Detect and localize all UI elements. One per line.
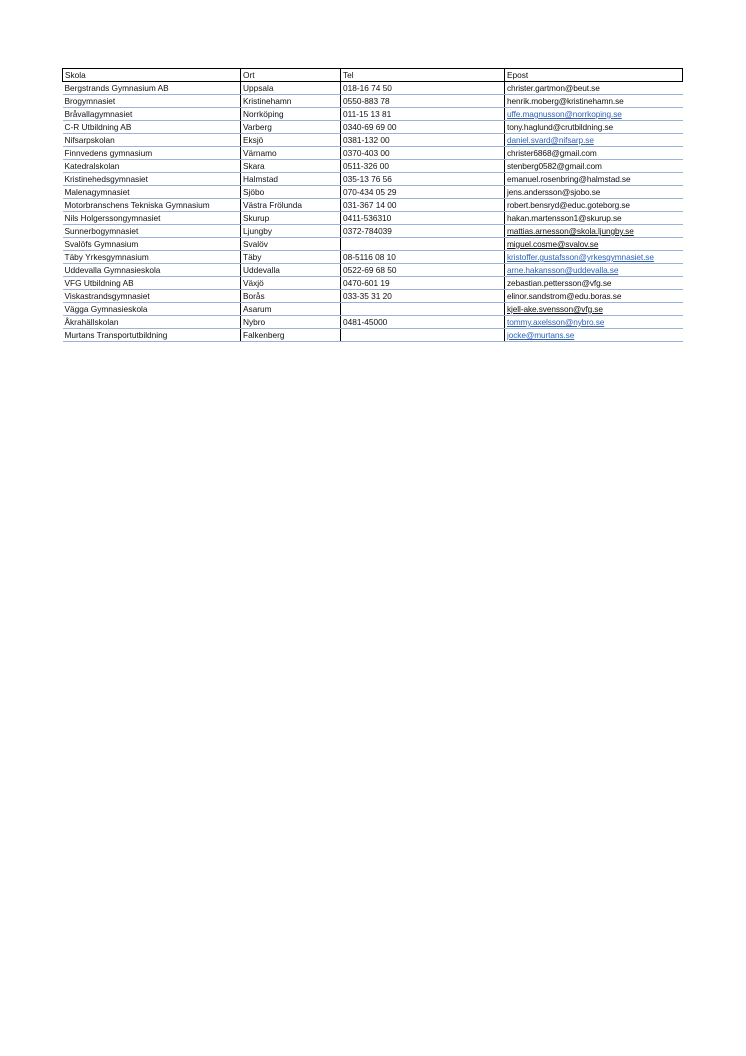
- table-row: [63, 147, 683, 160]
- phone-cell: 0470-601 19: [341, 277, 505, 290]
- school-name-cell: VFG Utbildning AB: [63, 277, 241, 290]
- phone-cell: 018-16 74 50: [341, 82, 505, 95]
- table-row: [63, 173, 683, 186]
- table-row: [63, 108, 683, 121]
- city-cell: Sjöbo: [241, 186, 341, 199]
- city-cell: Eksjö: [241, 134, 341, 147]
- email-cell: kjell-ake.svensson@vfg.se: [505, 303, 683, 316]
- city-cell: Västra Frölunda: [241, 199, 341, 212]
- city-cell: Värnamo: [241, 147, 341, 160]
- table-row: [63, 251, 683, 264]
- school-name-cell: Uddevalla Gymnasieskola: [63, 264, 241, 277]
- email-cell[interactable]: tommy.axelsson@nybro.se: [505, 316, 683, 329]
- city-cell: Skara: [241, 160, 341, 173]
- city-cell: Skurup: [241, 212, 341, 225]
- city-cell: Falkenberg: [241, 329, 341, 342]
- table-row: [63, 316, 683, 329]
- table-row: [63, 134, 683, 147]
- spreadsheet-page: [62, 68, 682, 342]
- table-row: [63, 290, 683, 303]
- table-row: [63, 186, 683, 199]
- email-cell: zebastian.pettersson@vfg.se: [505, 277, 683, 290]
- city-cell: Växjö: [241, 277, 341, 290]
- email-cell: hakan.martensson1@skurup.se: [505, 212, 683, 225]
- email-cell: miguel.cosme@svalov.se: [505, 238, 683, 251]
- school-name-cell: Malenagymnasiet: [63, 186, 241, 199]
- school-name-cell: Täby Yrkesgymnasium: [63, 251, 241, 264]
- phone-cell: [341, 329, 505, 342]
- table-row: [63, 303, 683, 316]
- header-tel: Tel: [341, 69, 505, 82]
- table-row: [63, 121, 683, 134]
- school-name-cell: Svalöfs Gymnasium: [63, 238, 241, 251]
- phone-cell: 0381-132 00: [341, 134, 505, 147]
- phone-cell: 070-434 05 29: [341, 186, 505, 199]
- phone-cell: 0340-69 69 00: [341, 121, 505, 134]
- school-name-cell: Motorbranschens Tekniska Gymnasium: [63, 199, 241, 212]
- phone-cell: 0370-403 00: [341, 147, 505, 160]
- table-row: [63, 264, 683, 277]
- email-cell: mattias.arnesson@skola.ljungby.se: [505, 225, 683, 238]
- phone-cell: 035-13 76 56: [341, 173, 505, 186]
- phone-cell: 011-15 13 81: [341, 108, 505, 121]
- city-cell: Täby: [241, 251, 341, 264]
- email-cell: christer.gartmon@beut.se: [505, 82, 683, 95]
- table-row: [63, 160, 683, 173]
- email-cell: tony.haglund@crutbildning.se: [505, 121, 683, 134]
- phone-cell: 0481-45000: [341, 316, 505, 329]
- header-skola: Skola: [63, 69, 241, 82]
- phone-cell: 033-35 31 20: [341, 290, 505, 303]
- phone-cell: [341, 303, 505, 316]
- email-cell: christer6868@gmail.com: [505, 147, 683, 160]
- city-cell: Uddevalla: [241, 264, 341, 277]
- email-cell[interactable]: arne.hakansson@uddevalla.se: [505, 264, 683, 277]
- table-body: [63, 82, 683, 342]
- phone-cell: [341, 238, 505, 251]
- table-row: [63, 199, 683, 212]
- table-row: [63, 82, 683, 95]
- phone-cell: 0522-69 68 50: [341, 264, 505, 277]
- city-cell: Nybro: [241, 316, 341, 329]
- school-contact-table: [62, 68, 683, 342]
- email-cell: jens.andersson@sjobo.se: [505, 186, 683, 199]
- table-header: [63, 69, 683, 82]
- school-name-cell: Vägga Gymnasieskola: [63, 303, 241, 316]
- school-name-cell: Nifsarpskolan: [63, 134, 241, 147]
- email-cell: henrik.moberg@kristinehamn.se: [505, 95, 683, 108]
- school-name-cell: Murtans Transportutbildning: [63, 329, 241, 342]
- table-row: [63, 212, 683, 225]
- school-name-cell: Finnvedens gymnasium: [63, 147, 241, 160]
- phone-cell: 0550-883 78: [341, 95, 505, 108]
- school-name-cell: Katedralskolan: [63, 160, 241, 173]
- table-row: [63, 329, 683, 342]
- phone-cell: 0372-784039: [341, 225, 505, 238]
- city-cell: Svalöv: [241, 238, 341, 251]
- email-cell[interactable]: jocke@murtans.se: [505, 329, 683, 342]
- school-name-cell: Åkrahällskolan: [63, 316, 241, 329]
- school-name-cell: Bergstrands Gymnasium AB: [63, 82, 241, 95]
- city-cell: Asarum: [241, 303, 341, 316]
- city-cell: Ljungby: [241, 225, 341, 238]
- city-cell: Norrköping: [241, 108, 341, 121]
- header-ort: Ort: [241, 69, 341, 82]
- email-cell: elinor.sandstrom@edu.boras.se: [505, 290, 683, 303]
- email-cell[interactable]: daniel.svard@nifsarp.se: [505, 134, 683, 147]
- school-name-cell: Kristinehedsgymnasiet: [63, 173, 241, 186]
- table-row: [63, 225, 683, 238]
- email-cell: stenberg0582@gmail.com: [505, 160, 683, 173]
- phone-cell: 0411-536310: [341, 212, 505, 225]
- email-cell[interactable]: kristoffer.gustafsson@yrkesgymnasiet.se: [505, 251, 683, 264]
- school-name-cell: C-R Utbildning AB: [63, 121, 241, 134]
- email-cell: robert.bensryd@educ.goteborg.se: [505, 199, 683, 212]
- school-name-cell: Viskastrandsgymnasiet: [63, 290, 241, 303]
- city-cell: Uppsala: [241, 82, 341, 95]
- header-epost: Epost: [505, 69, 683, 82]
- phone-cell: 031-367 14 00: [341, 199, 505, 212]
- email-cell[interactable]: uffe.magnusson@norrkoping.se: [505, 108, 683, 121]
- city-cell: Borås: [241, 290, 341, 303]
- table-row: [63, 238, 683, 251]
- table-row: [63, 95, 683, 108]
- school-name-cell: Nils Holgerssongymnasiet: [63, 212, 241, 225]
- email-cell: emanuel.rosenbring@halmstad.se: [505, 173, 683, 186]
- school-name-cell: Sunnerbogymnasiet: [63, 225, 241, 238]
- school-name-cell: Bråvallagymnasiet: [63, 108, 241, 121]
- phone-cell: 0511-326 00: [341, 160, 505, 173]
- city-cell: Kristinehamn: [241, 95, 341, 108]
- city-cell: Halmstad: [241, 173, 341, 186]
- city-cell: Varberg: [241, 121, 341, 134]
- school-name-cell: Brogymnasiet: [63, 95, 241, 108]
- table-row: [63, 277, 683, 290]
- header-row: [63, 69, 683, 82]
- phone-cell: 08-5116 08 10: [341, 251, 505, 264]
